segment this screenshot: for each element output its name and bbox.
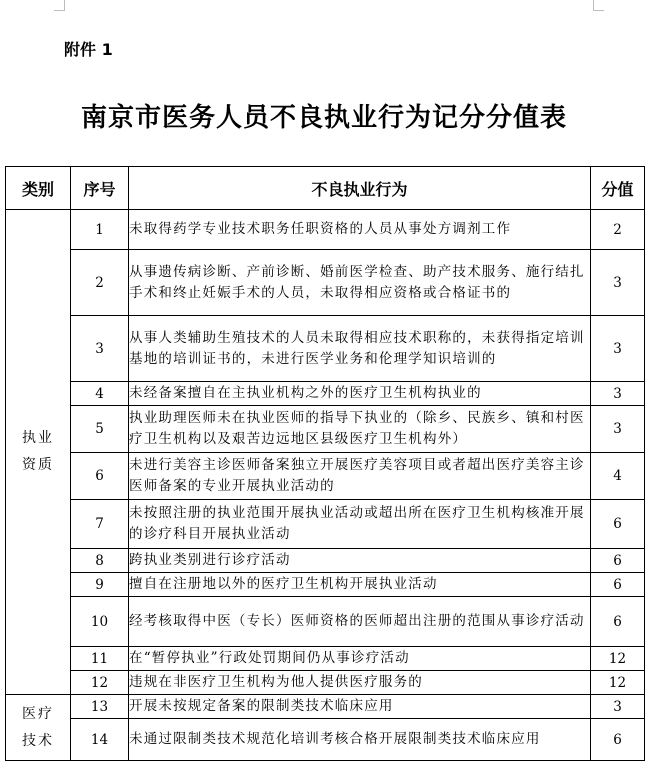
score-value: 3 <box>591 250 645 316</box>
row-number: 11 <box>71 647 129 671</box>
score-value: 12 <box>591 671 645 695</box>
score-value: 2 <box>591 210 645 250</box>
page-title: 南京市医务人员不良执业行为记分分值表 <box>80 103 567 133</box>
row-number: 3 <box>71 316 129 382</box>
page-corner-mark-left <box>54 0 65 11</box>
scoring-table <box>5 166 645 761</box>
behavior-text: 未取得药学专业技术职务任职资格的人员从事处方调剂工作 <box>129 210 591 250</box>
behavior-text: 从事人类辅助生殖技术的人员未取得相应技术职称的，未获得指定培训基地的培训证书的，未进行医学业务和伦理学知识培训的 <box>129 316 591 382</box>
table-row <box>6 719 645 761</box>
behavior-text: 未通过限制类技术规范化培训考核合格开展限制类技术临床应用 <box>129 719 591 761</box>
score-value: 6 <box>591 597 645 647</box>
table-row <box>6 210 645 250</box>
row-number: 12 <box>71 671 129 695</box>
score-value: 6 <box>591 573 645 597</box>
page-corner-mark-right <box>593 0 604 11</box>
table-row <box>6 500 645 549</box>
behavior-text: 经考核取得中医（专长）医师资格的医师超出注册的范围从事诊疗活动 <box>129 597 591 647</box>
table-row <box>6 250 645 316</box>
table-row <box>6 316 645 382</box>
table-row <box>6 671 645 695</box>
header-behavior: 不良执业行为 <box>129 167 591 210</box>
category-label-line: 技术 <box>22 732 54 749</box>
category-cell-qualification <box>6 210 71 695</box>
row-number: 4 <box>71 382 129 406</box>
behavior-text: 跨执业类别进行诊疗活动 <box>129 549 591 573</box>
table-row <box>6 453 645 500</box>
category-label-line: 执业 <box>22 430 54 446</box>
score-value: 3 <box>591 406 645 453</box>
attachment-label: 附件 1 <box>64 40 113 59</box>
table-row <box>6 597 645 647</box>
row-number: 6 <box>71 453 129 500</box>
row-number: 5 <box>71 406 129 453</box>
table-row <box>6 382 645 406</box>
behavior-text: 擅自在注册地以外的医疗卫生机构开展执业活动 <box>129 573 591 597</box>
header-category: 类别 <box>6 167 71 210</box>
score-value: 6 <box>591 500 645 549</box>
row-number: 7 <box>71 500 129 549</box>
behavior-text: 执业助理医师未在执业医师的指导下执业的（除乡、民族乡、镇和村医疗卫生机构以及艰苦边远地区县级医疗卫生机构外） <box>129 406 591 453</box>
behavior-text: 开展未按规定备案的限制类技术临床应用 <box>129 695 591 719</box>
score-value: 6 <box>591 719 645 761</box>
score-value: 6 <box>591 549 645 573</box>
category-cell-technique <box>6 695 71 761</box>
behavior-text: 未进行美容主诊医师备案独立开展医疗美容项目或者超出医疗美容主诊医师备案的专业开展执业活动的 <box>129 453 591 500</box>
row-number: 1 <box>71 210 129 250</box>
header-score: 分值 <box>591 167 645 210</box>
row-number: 14 <box>71 719 129 761</box>
behavior-text: 在“暂停执业”行政处罚期间仍从事诊疗活动 <box>129 647 591 671</box>
table-header-row <box>6 167 645 210</box>
table-row <box>6 695 645 719</box>
row-number: 10 <box>71 597 129 647</box>
behavior-text: 未按照注册的执业范围开展执业活动或超出所在医疗卫生机构核准开展的诊疗科目开展执业活动 <box>129 500 591 549</box>
row-number: 8 <box>71 549 129 573</box>
row-number: 9 <box>71 573 129 597</box>
table-row <box>6 573 645 597</box>
score-value: 4 <box>591 453 645 500</box>
behavior-text: 违规在非医疗卫生机构为他人提供医疗服务的 <box>129 671 591 695</box>
row-number: 2 <box>71 250 129 316</box>
behavior-text: 未经备案擅自在主执业机构之外的医疗卫生机构执业的 <box>129 382 591 406</box>
category-label-line: 资质 <box>22 457 54 473</box>
table-row <box>6 549 645 573</box>
table-row <box>6 647 645 671</box>
score-value: 3 <box>591 382 645 406</box>
behavior-text: 从事遗传病诊断、产前诊断、婚前医学检查、助产技术服务、施行结扎手术和终止妊娠手术的人员，未取得相应资格或合格证书的 <box>129 250 591 316</box>
table-row <box>6 406 645 453</box>
row-number: 13 <box>71 695 129 719</box>
score-value: 12 <box>591 647 645 671</box>
score-value: 3 <box>591 316 645 382</box>
score-value: 3 <box>591 695 645 719</box>
category-label-line: 医疗 <box>22 705 54 722</box>
header-number: 序号 <box>71 167 129 210</box>
